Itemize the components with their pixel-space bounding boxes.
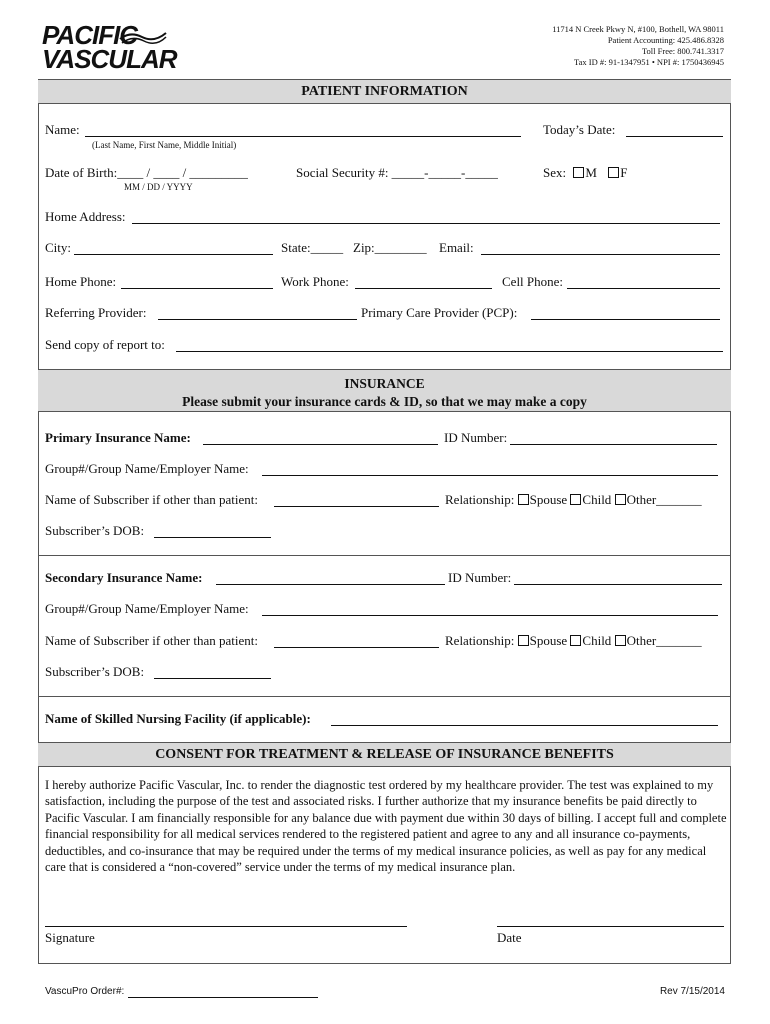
secondary-subscriber-dob-label: Subscriber’s DOB: (45, 664, 145, 679)
spouse-checkbox[interactable] (518, 635, 529, 646)
secondary-insurance-field[interactable] (216, 584, 445, 585)
secondary-insurance-label: Secondary Insurance Name: (45, 570, 203, 585)
vascupro-order-field[interactable] (128, 997, 318, 998)
tax-npi-line: Tax ID #: 91-1347951 • NPI #: 1750436945 (574, 57, 724, 67)
child-label: Child (582, 633, 612, 648)
primary-subscriber-label: Name of Subscriber if other than patient: (45, 492, 258, 507)
name-hint: (Last Name, First Name, Middle Initial) (92, 140, 237, 150)
insurance-subtitle: Please submit your insurance cards & ID, so that we may make a copy (182, 394, 587, 409)
patient-info-header: PATIENT INFORMATION (38, 79, 731, 104)
secondary-subscriber-field[interactable] (274, 647, 439, 648)
consent-header: CONSENT FOR TREATMENT & RELEASE OF INSURANCE BENEFITS (38, 742, 731, 767)
consent-text: I hereby authorize Pacific Vascular, Inc. to render the diagnostic test ordered by my healthcare provider. The test was explained to my satisfaction, including the purpose of the test and associated risks. I further authorize that my insurance benefits be paid directly to Pacific Vascular. I am financially responsible for any balance due with payment due within 30 days of billing. I accept full and complete financial responsibility for all medical services rendered to the registered patient and agree to any and all insurance co-payments, deductibles, and co-insurance that may be required under the terms of my medical insurance policies, as well as pay for any medical care that is considered a “non-covered” service under the terms of my medical insurance plan. (45, 778, 727, 875)
dob-hint: MM / DD / YYYY (124, 182, 193, 192)
other-checkbox[interactable] (615, 635, 626, 646)
email-field[interactable] (481, 254, 720, 255)
home-phone-label: Home Phone: (45, 274, 117, 289)
signature-label: Signature (45, 930, 95, 945)
referring-provider-field[interactable] (158, 319, 357, 320)
secondary-subscriber-dob-field[interactable] (154, 678, 271, 679)
name-field[interactable] (85, 136, 521, 137)
address-line: 11714 N Creek Pkwy N, #100, Bothell, WA 98011 (552, 24, 724, 34)
revision-label: Rev 7/15/2014 (659, 986, 725, 997)
insurance-title: INSURANCE (344, 376, 425, 391)
todays-date-label: Today’s Date: (543, 122, 616, 137)
secondary-group-label: Group#/Group Name/Employer Name: (45, 601, 249, 616)
patient-accounting-line: Patient Accounting: 425.486.8328 (607, 35, 724, 45)
home-phone-field[interactable] (121, 288, 273, 289)
state-field[interactable]: State:_____ (281, 240, 344, 255)
relationship-label: Relationship: (445, 633, 515, 648)
sex-f-label: F (620, 165, 628, 180)
work-phone-label: Work Phone: (281, 274, 349, 289)
child-checkbox[interactable] (570, 494, 581, 505)
snf-label: Name of Skilled Nursing Facility (if applicable): (45, 711, 311, 726)
todays-date-field[interactable] (626, 136, 723, 137)
work-phone-field[interactable] (355, 288, 492, 289)
primary-group-field[interactable] (262, 475, 718, 476)
city-field[interactable] (74, 254, 273, 255)
primary-insurance-label: Primary Insurance Name: (45, 430, 191, 445)
primary-group-label: Group#/Group Name/Employer Name: (45, 461, 249, 476)
toll-free-line: Toll Free: 800.741.3317 (641, 46, 724, 56)
sex-m-checkbox[interactable] (573, 167, 584, 178)
logo-line-2: VASCULAR (42, 44, 177, 74)
home-address-field[interactable] (132, 223, 720, 224)
city-label: City: (45, 240, 72, 255)
primary-insurance-field[interactable] (203, 444, 438, 445)
email-label: Email: (439, 240, 474, 255)
primary-subscriber-dob-label: Subscriber’s DOB: (45, 523, 145, 538)
pcp-label: Primary Care Provider (PCP): (361, 305, 518, 320)
child-checkbox[interactable] (570, 635, 581, 646)
insurance-header (38, 369, 731, 412)
home-address-label: Home Address: (45, 209, 126, 224)
pacific-vascular-logo (40, 20, 177, 74)
name-label: Name: (45, 122, 80, 137)
sex-field (543, 165, 627, 181)
snf-divider (38, 696, 731, 697)
primary-id-field[interactable] (510, 444, 717, 445)
secondary-group-field[interactable] (262, 615, 718, 616)
spouse-checkbox[interactable] (518, 494, 529, 505)
company-address-block (552, 24, 724, 68)
sex-label: Sex: (543, 165, 567, 180)
date-label: Date (497, 930, 522, 945)
secondary-subscriber-label: Name of Subscriber if other than patient: (45, 633, 258, 648)
spouse-label: Spouse (529, 633, 568, 648)
cell-phone-field[interactable] (567, 288, 720, 289)
signature-field[interactable] (45, 926, 407, 927)
snf-field[interactable] (331, 725, 718, 726)
zip-field[interactable]: Zip:________ (353, 240, 427, 255)
primary-subscriber-dob-field[interactable] (154, 537, 271, 538)
primary-relationship (445, 492, 702, 508)
ssn-field[interactable]: Social Security #: _____-_____-_____ (296, 165, 498, 180)
pcp-field[interactable] (531, 319, 720, 320)
other-field[interactable]: Other_______ (626, 633, 702, 648)
wave-icon (118, 29, 168, 45)
insurance-divider (38, 555, 731, 556)
secondary-id-field[interactable] (514, 584, 722, 585)
secondary-relationship (445, 633, 702, 649)
secondary-id-label: ID Number: (448, 570, 512, 585)
spouse-label: Spouse (529, 492, 568, 507)
date-field[interactable] (497, 926, 724, 927)
relationship-label: Relationship: (445, 492, 515, 507)
other-checkbox[interactable] (615, 494, 626, 505)
referring-provider-label: Referring Provider: (45, 305, 147, 320)
other-field[interactable]: Other_______ (626, 492, 702, 507)
sex-f-checkbox[interactable] (608, 167, 619, 178)
send-copy-label: Send copy of report to: (45, 337, 165, 352)
vascupro-order-label: VascuPro Order#: (45, 986, 125, 997)
send-copy-field[interactable] (176, 351, 723, 352)
primary-id-label: ID Number: (444, 430, 508, 445)
cell-phone-label: Cell Phone: (502, 274, 564, 289)
primary-subscriber-field[interactable] (274, 506, 439, 507)
logo-line-1: PACIFIC (42, 20, 138, 50)
child-label: Child (582, 492, 612, 507)
sex-m-label: M (585, 165, 597, 180)
dob-field[interactable]: Date of Birth:____ / ____ / _________ (45, 165, 248, 180)
